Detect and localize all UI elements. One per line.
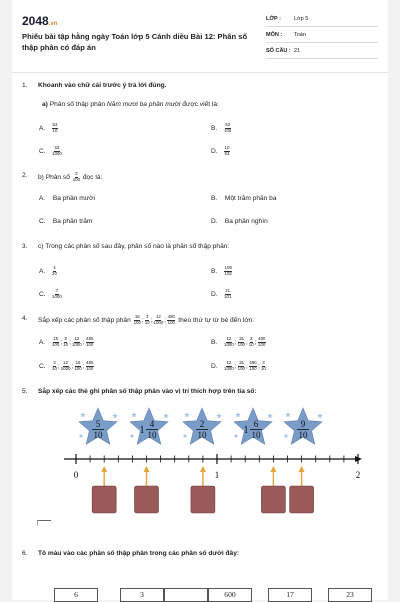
blank-answer-card — [135, 486, 159, 513]
q3-option-a[interactable]: A. $\frac{4}{20}$ — [39, 265, 57, 276]
sparkle-icon — [163, 413, 169, 418]
sparkle-icon — [267, 413, 273, 418]
question-1-part-a: a) Phân số thập phân Năm mươi ba phần mười được viết là: — [42, 101, 219, 108]
star-denominator: 10 — [298, 430, 308, 440]
star-numerator: 4 — [149, 419, 155, 429]
q2-option-a[interactable]: A. Ba phần mười — [39, 195, 95, 202]
axis-tick-label: 1 — [214, 470, 220, 480]
star-denominator: 10 — [197, 430, 207, 440]
star-numerator: 5 — [95, 419, 101, 429]
fraction-card[interactable]: 23 — [328, 588, 372, 602]
fraction-card[interactable]: 6 — [54, 588, 98, 602]
q4-option-a[interactable]: A. $\frac{15}{100}$ ; $\frac{3}{10}$ ; $\frac{12}{1000}$ ; $\frac{480}{100}$ — [39, 336, 94, 347]
star-numerator: 9 — [300, 419, 306, 429]
sparkle-icon — [112, 413, 118, 418]
fraction-card[interactable]: 17 — [268, 588, 312, 602]
fraction-card[interactable]: 600 — [208, 588, 252, 602]
axis-tick-label: 0 — [73, 470, 79, 480]
sparkle-icon — [79, 434, 84, 439]
sparkle-icon — [285, 412, 291, 417]
blank-answer-card — [290, 486, 314, 513]
q2-option-b[interactable]: B. Một trăm phần ba — [211, 195, 277, 202]
worksheet-page: 2048.vn Phiếu bài tập hằng ngày Toán lớp 5 Cánh diều Bài 12: Phân số thập phân có đáp án LỚP : Lớp 5 MÔN : Toán SỐ CÂU : 21 1. Khoanh vào chữ cái trước ý trả lời đúng. a) Phân số thập phân Năm mươi ba phần mười được viết là: A. $\frac{53}{10}$ B. $\frac{53}{100}$ C. $\frac{53}{1000}$ D. $\frac{10}{53}$ 2. b) Phân số $\frac{3}{100}$ đọc là: A. Ba phần mười B. Một trăm phần ba C. Ba phần trăm D. Ba phần nghìn 3. c) Trong các phân số sau đây, phân số nào là phân số thập phân: A. $\frac{4}{20}$ B. $\frac{109}{102}$ C. $\frac{7}{1000}$ D. $\frac{21}{101}$ 4. Sắp xếp các phân số thập phân $\frac{15}{100}$ ; $\frac{3}{10}$ ; $\frac{12}{1000}$ ; $\frac{480}{100}$ theo thứ tự từ bé đến lớn: A. $\frac{15}{100}$ ; $\frac{3}{10}$ ; $\frac{12}{1000}$ ; $\frac{480}{100}$ B. $\frac{12}{1000}$ ; $\frac{15}{100}$ ; $\frac{3}{10}$ ; $\frac{480}{100}$ C. $\frac{3}{10}$ ; $\frac{12}{1000}$ ; $\frac{15}{100}$ ; $\frac{480}{100}$ D. $\frac{12}{1000}$ ; $\frac{15}{100}$ ; $\frac{480}{100}$ ; $\frac{3}{10}$ 5. Sắp xếp các thẻ ghi phân số thập phân vào vị trí thích hợp trên tia số: 5 10 1 4 10 2 10 1 6 10 9 10 0 1 2 6. Tô màu vào các phân số thập phân trong các phân số dưới đây: 6 3 600 17 23 — [12, 0, 388, 600]
meta-subject: MÔN : Toán — [266, 29, 378, 43]
fraction-card[interactable]: 3 — [120, 588, 164, 602]
q3-option-b[interactable]: B. $\frac{109}{102}$ — [211, 265, 232, 276]
answer-box-corner — [37, 520, 51, 526]
q1-option-b[interactable]: B. $\frac{53}{100}$ — [211, 122, 232, 133]
q3-option-c[interactable]: C. $\frac{7}{1000}$ — [39, 288, 62, 299]
q4-option-b[interactable]: B. $\frac{12}{1000}$ ; $\frac{15}{100}$ ; $\frac{3}{10}$ ; $\frac{480}{100}$ — [211, 336, 266, 347]
star-denominator: 10 — [147, 430, 157, 440]
star-denominator: 10 — [251, 430, 261, 440]
axis-tick-label: 2 — [355, 470, 361, 480]
site-logo[interactable]: 2048.vn — [22, 14, 58, 28]
star-denominator: 10 — [93, 430, 103, 440]
sparkle-icon — [284, 434, 289, 439]
page-title: Phiếu bài tập hằng ngày Toán lớp 5 Cánh diều Bài 12: Phân số thập phân có đáp án — [22, 32, 248, 52]
star-whole-number: 1 — [139, 425, 145, 436]
sparkle-icon — [216, 413, 222, 418]
q1-option-a[interactable]: A. $\frac{53}{10}$ — [39, 122, 58, 133]
sparkle-icon — [317, 413, 323, 418]
q2-option-c[interactable]: C. Ba phần trăm — [39, 218, 93, 225]
meta-question-count: SỐ CÂU : 21 — [266, 45, 378, 59]
sparkle-icon — [235, 412, 241, 417]
star-whole-number: 1 — [243, 425, 249, 436]
blank-answer-card — [191, 486, 215, 513]
arrow-head-icon — [101, 466, 107, 472]
arrow-head-icon — [270, 466, 276, 472]
arrow-head-icon — [144, 466, 150, 472]
q1-option-c[interactable]: C. $\frac{53}{1000}$ — [39, 145, 62, 156]
number-line-figure — [12, 404, 388, 524]
star-numerator: 2 — [199, 419, 205, 429]
star-numerator: 6 — [253, 419, 259, 429]
arrow-head-icon — [299, 466, 305, 472]
arrow-head-icon — [200, 466, 206, 472]
header-divider — [12, 72, 388, 73]
blank-answer-card — [92, 486, 116, 513]
q3-option-d[interactable]: D. $\frac{21}{101}$ — [211, 288, 232, 299]
sparkle-icon — [80, 412, 86, 417]
sparkle-icon — [234, 434, 239, 439]
q1-option-d[interactable]: D. $\frac{10}{53}$ — [211, 145, 230, 156]
sparkle-icon — [183, 434, 188, 439]
q2-option-d[interactable]: D. Ba phần nghìn — [211, 218, 268, 225]
blank-answer-card — [261, 486, 285, 513]
q4-option-d[interactable]: D. $\frac{12}{1000}$ ; $\frac{15}{100}$ ; $\frac{480}{100}$ ; $\frac{3}{10}$ — [211, 360, 266, 371]
sparkle-icon — [184, 412, 190, 417]
meta-class: LỚP : Lớp 5 — [266, 13, 378, 27]
sparkle-icon — [131, 412, 137, 417]
q4-option-c[interactable]: C. $\frac{3}{10}$ ; $\frac{12}{1000}$ ; $\frac{15}{100}$ ; $\frac{480}{100}$ — [39, 360, 94, 371]
sparkle-icon — [130, 434, 135, 439]
